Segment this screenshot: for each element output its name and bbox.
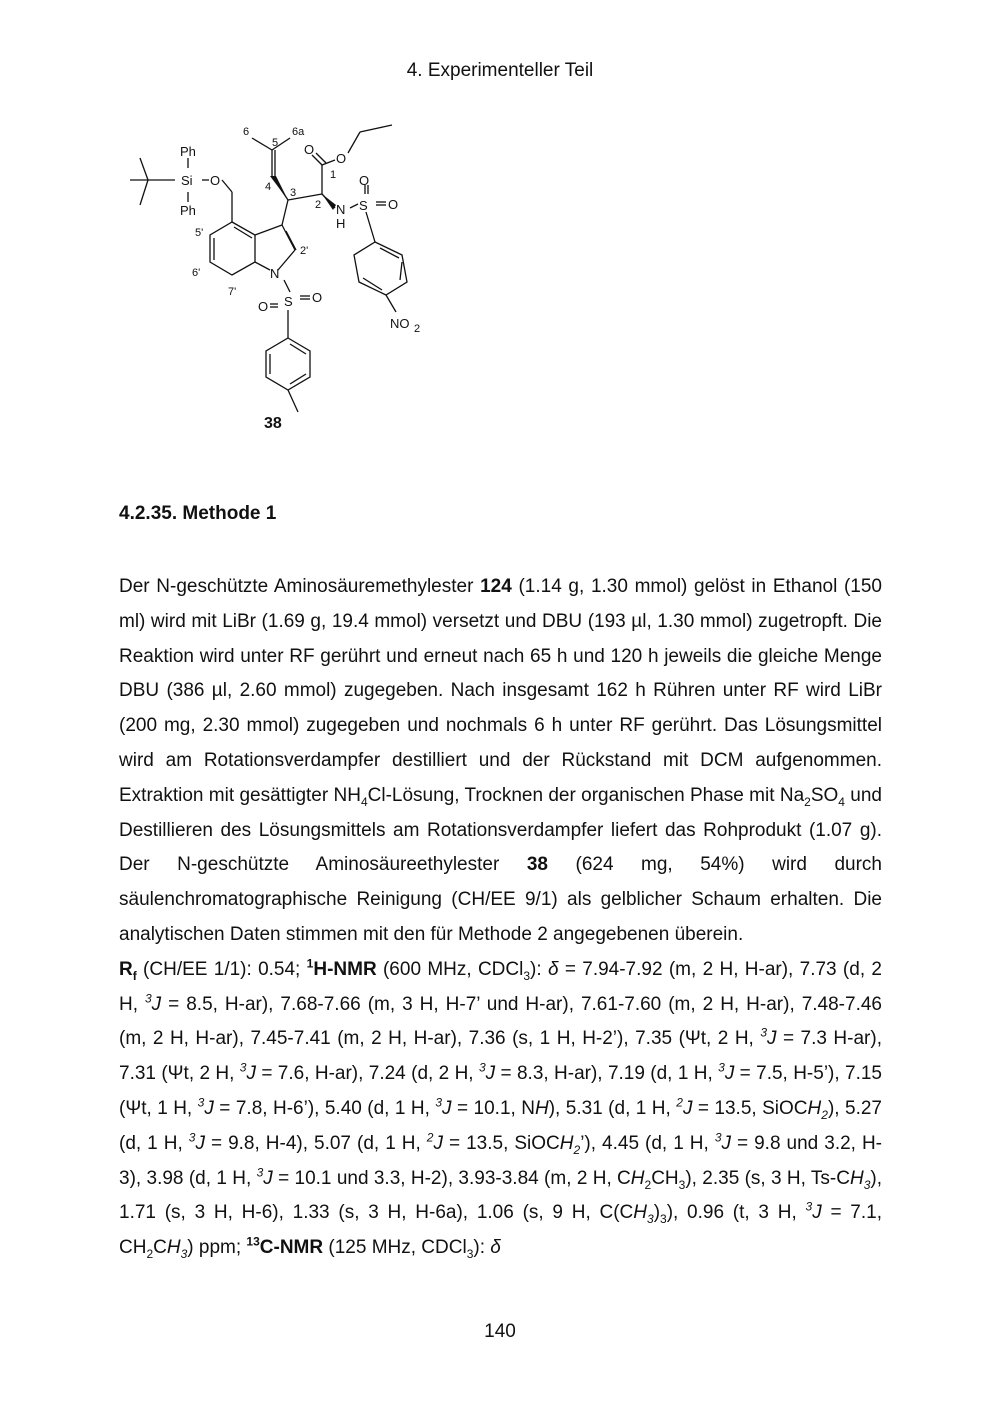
svg-text:4: 4 bbox=[265, 181, 272, 193]
svg-text:NO: NO bbox=[390, 316, 410, 331]
body-text bbox=[119, 570, 882, 1266]
svg-text:S: S bbox=[284, 294, 293, 309]
section-title: 4.2.35. Methode 1 bbox=[119, 503, 277, 524]
svg-text:O: O bbox=[359, 173, 370, 188]
svg-text:5: 5 bbox=[272, 137, 279, 149]
svg-text:O: O bbox=[388, 197, 399, 212]
svg-text:O: O bbox=[210, 173, 221, 188]
wedge-bond-c2 bbox=[322, 194, 336, 210]
procedure-paragraph: Der N-geschützte Aminosäuremethylester 124 (1.14 g, 1.30 mmol) gelöst in Ethanol (150 ml) wird mit LiBr (1.69 g, 19.4 mmol) versetzt und DBU (193 µl, 1.30 mmol) zugetropft. Die Reaktion wird unter RF gerührt und erneut nach 65 h und 120 h jeweils die gleiche Menge DBU (386 µl, 2.60 mmol) zugegeben. Nach insgesamt 162 h Rühren unter RF wird LiBr (200 mg, 2.30 mmol) zugegeben und nochmals 6 h unter RF gerührt. Das Lösungsmittel wird am Rotationsverdampfer destilliert und der Rückstand mit DCM aufgenommen. Extraktion mit gesättigter $NH_4Cl$-Lösung, Trocknen der organischen Phase mit $Na_2SO_4$ und Destillieren des Lösungsmittels am Rotationsverdampfer liefert das Rohprodukt (1.07 g). Der N-geschützte Aminosäureethylester 38 (624 mg, 54%) wird durch säulenchromatographische Reinigung (CH/EE 9/1) als gelblicher Schaum erhalten. Die analytischen Daten stimmen mit den für Methode 2 angegebenen überein. bbox=[119, 576, 882, 945]
structure-bonds bbox=[130, 125, 407, 412]
page-header: 4. Experimenteller Teil bbox=[406, 60, 594, 81]
svg-text:1: 1 bbox=[330, 169, 337, 181]
svg-text:O: O bbox=[258, 299, 269, 314]
svg-text:6a: 6a bbox=[292, 126, 305, 138]
analytics-paragraph: $R_f$ (CH/EE 1/1): 0.54; $^1$H-NMR (600 MHz, CDCl$_3$): δ = 7.94-7.92 (m, 2 H, H-ar), 7.73 (d, 2 H, $^3$J = 8.5, H-ar), 7.68-7.66 (m, 3 H, H-7’ und H-ar), 7.61-7.60 (m, 2 H, H-ar), 7.48-7.46 (m, 2 H, H-ar), 7.45-7.41 (m, 2 H, H-ar), 7.36 (s, 1 H, H-2’), 7.35 (Ψt, 2 H, $^3$J = 7.3 H-ar), 7.31 (Ψt, 2 H, $^3$J = 7.6, H-ar), 7.24 (d, 2 H, $^3$J = 8.3, H-ar), 7.19 (d, 1 H, $^3$J = 7.5, H-5’), 7.15 (Ψt, 1 H, $^3$J = 7.8, H-6’), 5.40 (d, 1 H, $^3$J = 10.1, NH), 5.31 (d, 1 H, $^2$J = 13.5, SiOCH$_2$), 5.27 (d, 1 H, $^3$J = 9.8, H-4), 5.07 (d, 1 H, $^2$J = 13.5, SiOCH$_2$’), 4.45 (d, 1 H, $^3$J = 9.8 und 3.2, H-3), 3.98 (d, 1 H, $^3$J = 10.1 und 3.3, H-2), 3.93-3.84 (m, 2 H, $CH_2CH_3$), 2.35 (s, 3 H, $Ts-CH_3$), 1.71 (s, 3 H, H-6), 1.33 (s, 3 H, H-6a), 1.06 (s, 9 H, $C(CH_3)_3$), 0.96 (t, 3 H, $^3$J = 7.1, $CH_2CH_3$) ppm; $^{13}$C-NMR (125 MHz, CDCl$_3$): δ bbox=[119, 956, 883, 1261]
svg-text:7': 7' bbox=[228, 286, 237, 298]
svg-text:Ph: Ph bbox=[180, 203, 196, 218]
svg-text:6: 6 bbox=[243, 126, 250, 138]
svg-text:O: O bbox=[336, 151, 347, 166]
svg-text:O: O bbox=[312, 290, 323, 305]
svg-text:5': 5' bbox=[195, 227, 204, 239]
svg-text:O: O bbox=[304, 142, 315, 157]
compound-number: 38 bbox=[264, 415, 282, 432]
svg-text:2: 2 bbox=[315, 199, 322, 211]
svg-text:3: 3 bbox=[290, 187, 297, 199]
svg-text:2: 2 bbox=[414, 323, 421, 335]
page-number: 140 bbox=[484, 1321, 516, 1342]
svg-text:N: N bbox=[270, 266, 280, 281]
chemical-structure bbox=[110, 110, 470, 450]
svg-text:N: N bbox=[336, 202, 346, 217]
svg-text:Si: Si bbox=[181, 173, 193, 188]
svg-text:Ph: Ph bbox=[180, 144, 196, 159]
svg-text:S: S bbox=[359, 198, 368, 213]
svg-text:2': 2' bbox=[300, 245, 309, 257]
svg-text:6': 6' bbox=[192, 267, 201, 279]
svg-text:H: H bbox=[336, 216, 346, 231]
